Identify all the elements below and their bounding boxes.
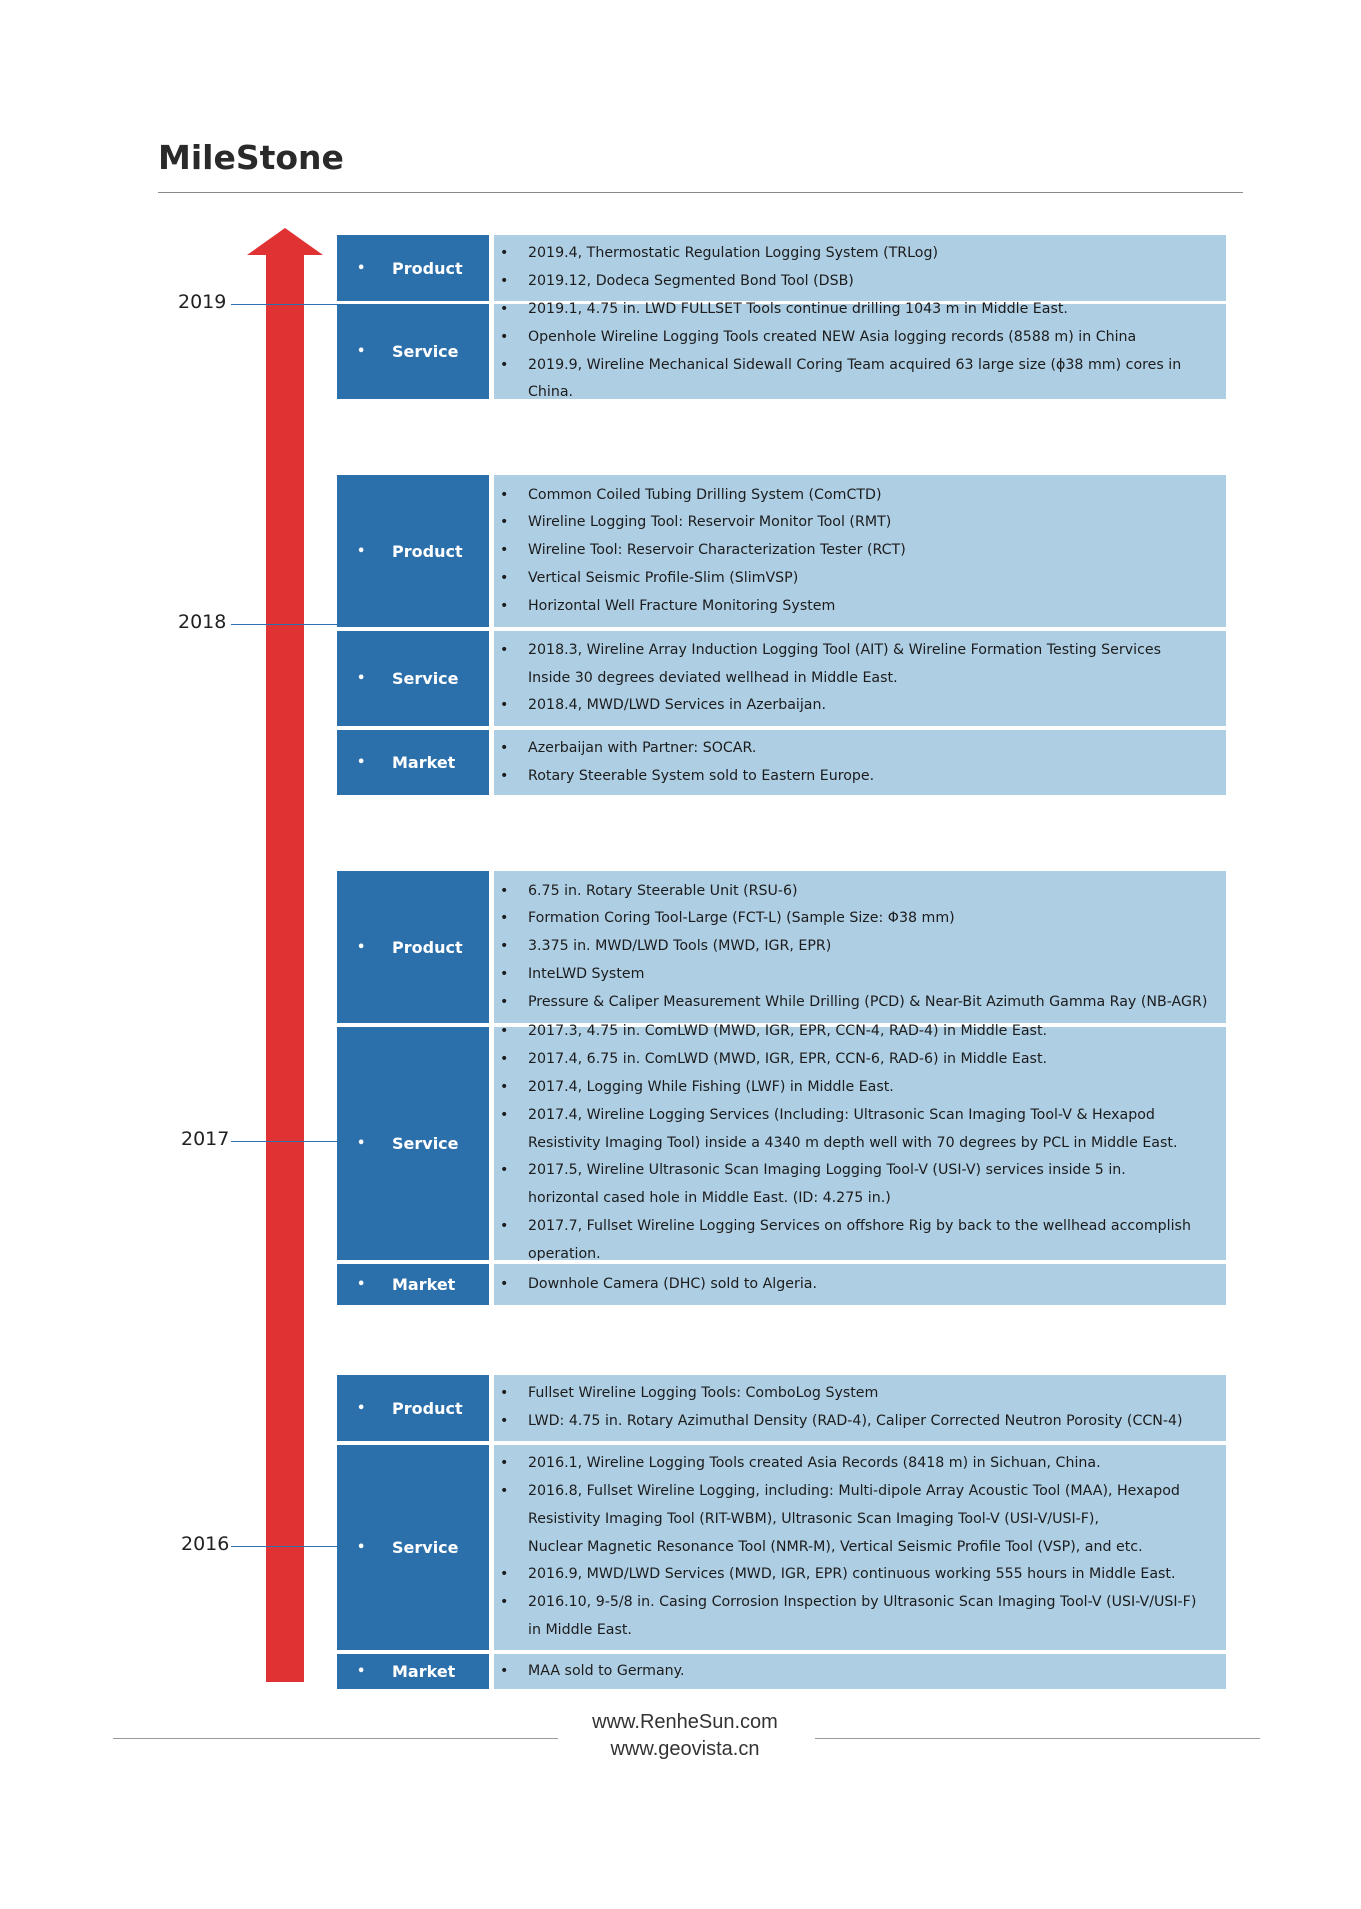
- milestone-item: • Rotary Steerable System sold to Eastern Europe.: [494, 763, 1226, 791]
- items-cell: [494, 631, 1226, 726]
- timeline-arrow-head: [247, 228, 323, 255]
- items-cell: [494, 730, 1226, 795]
- title-divider: [158, 192, 1243, 193]
- bullet-icon: •: [357, 671, 366, 686]
- milestone-row-service: [337, 1023, 1226, 1262]
- category-cell: [337, 304, 489, 399]
- items-cell: [494, 235, 1226, 301]
- bullet-icon: •: [357, 1400, 366, 1416]
- milestone-item: • 2016.9, MWD/LWD Services (MWD, IGR, EPR) continuous working 555 hours in Middle East.: [494, 1561, 1226, 1589]
- category-cell: [337, 871, 489, 1023]
- milestone-item: • 2019.12, Dodeca Segmented Bond Tool (DSB): [494, 268, 1226, 296]
- bullet-icon: •: [357, 939, 366, 955]
- category-cell: [337, 1264, 489, 1305]
- milestone-item: • 2019.4, Thermostatic Regulation Logging System (TRLog): [494, 240, 1226, 268]
- timeline-arrow-shaft: [266, 252, 304, 1682]
- milestone-item: • 2017.4, Logging While Fishing (LWF) in Middle East.: [494, 1074, 1226, 1102]
- footer-divider-left: [113, 1738, 558, 1739]
- milestone-item: • 2016.8, Fullset Wireline Logging, including: Multi-dipole Array Acoustic Tool (MAA), Hexapod Resistivity Imaging Tool (RIT-WBM), Ultrasonic Scan Imaging Tool-V (USI-V/USI-F), Nuclear Magnetic Resonance Tool (NMR-M), Vertical Seismic Profile Tool (VSP), and etc.: [494, 1478, 1226, 1561]
- footer-website-1[interactable]: www.RenheSun.com: [592, 1711, 778, 1733]
- milestone-item: • 2019.9, Wireline Mechanical Sidewall Coring Team acquired 63 large size (ϕ38 mm) cores in China.: [494, 352, 1226, 408]
- milestone-item: • Downhole Camera (DHC) sold to Algeria.: [494, 1271, 1226, 1299]
- bullet-icon: •: [357, 344, 366, 359]
- milestone-item: • 2017.5, Wireline Ultrasonic Scan Imaging Logging Tool-V (USI-V) services inside 5 in. horizontal cased hole in Middle East. (ID: 4.275 in.): [494, 1157, 1226, 1213]
- milestone-item: • Common Coiled Tubing Drilling System (ComCTD): [494, 482, 1226, 510]
- milestone-item: • 2017.4, 6.75 in. ComLWD (MWD, IGR, EPR, CCN-6, RAD-6) in Middle East.: [494, 1046, 1226, 1074]
- milestone-row-product: [337, 475, 1226, 627]
- category-cell: [337, 1375, 489, 1441]
- milestone-item: • Openhole Wireline Logging Tools created NEW Asia logging records (8588 m) in China: [494, 324, 1226, 352]
- milestone-item: • Fullset Wireline Logging Tools: ComboLog System: [494, 1380, 1226, 1408]
- year-label: 2017: [181, 1128, 230, 1150]
- milestone-item: • 2019.1, 4.75 in. LWD FULLSET Tools continue drilling 1043 m in Middle East.: [494, 296, 1226, 324]
- year-connector: [231, 624, 337, 625]
- milestone-item: • 2017.4, Wireline Logging Services (Including: Ultrasonic Scan Imaging Tool-V & Hexapod Resistivity Imaging Tool) inside a 4340 m depth well with 70 degrees by PCL in Middle East.: [494, 1102, 1226, 1158]
- milestone-row-product: [337, 235, 1226, 301]
- milestone-item: • 6.75 in. Rotary Steerable Unit (RSU-6): [494, 878, 1226, 906]
- items-cell: [494, 300, 1226, 401]
- milestone-item: • Azerbaijan with Partner: SOCAR.: [494, 735, 1226, 763]
- category-cell: [337, 631, 489, 726]
- footer-website-2[interactable]: www.geovista.cn: [610, 1738, 760, 1760]
- milestone-item: • Horizontal Well Fracture Monitoring System: [494, 593, 1226, 621]
- category-label: Service: [392, 1538, 459, 1557]
- items-cell: [494, 475, 1226, 627]
- year-label: 2018: [178, 611, 227, 633]
- milestone-row-service: [337, 631, 1226, 726]
- bullet-icon: •: [357, 755, 366, 770]
- category-cell: [337, 1654, 489, 1689]
- year-connector: [231, 1546, 337, 1547]
- bullet-icon: •: [357, 260, 366, 276]
- category-label: Product: [392, 937, 463, 957]
- milestone-item: • 2016.10, 9-5/8 in. Casing Corrosion Inspection by Ultrasonic Scan Imaging Tool-V (USI-V/USI-F) in Middle East.: [494, 1589, 1226, 1645]
- category-label: Product: [392, 258, 463, 278]
- footer-divider-right: [815, 1738, 1260, 1739]
- milestone-row-product: [337, 871, 1226, 1023]
- category-label: Market: [392, 1275, 456, 1294]
- milestone-row-market: [337, 1654, 1226, 1689]
- year-connector: [231, 1141, 337, 1142]
- category-cell: [337, 1445, 489, 1650]
- milestone-item: • InteLWD System: [494, 961, 1226, 989]
- items-cell: [494, 871, 1226, 1023]
- year-connector: [231, 304, 337, 305]
- category-label: Market: [392, 1662, 456, 1681]
- page-title: MileStone: [158, 138, 344, 177]
- bullet-icon: •: [357, 1664, 366, 1679]
- items-cell: [494, 1654, 1226, 1689]
- year-label: 2019: [178, 291, 227, 313]
- milestone-item: • Pressure & Caliper Measurement While Drilling (PCD) & Near-Bit Azimuth Gamma Ray (NB-AGR): [494, 989, 1226, 1017]
- category-label: Product: [392, 1398, 463, 1418]
- category-cell: [337, 1027, 489, 1260]
- milestone-row-market: [337, 1264, 1226, 1305]
- items-cell: [494, 1445, 1226, 1650]
- category-label: Service: [392, 342, 459, 361]
- milestone-item: • 2018.4, MWD/LWD Services in Azerbaijan.: [494, 692, 1226, 720]
- items-cell: [494, 1264, 1226, 1305]
- category-cell: [337, 475, 489, 627]
- milestone-item: • MAA sold to Germany.: [494, 1658, 1226, 1686]
- bullet-icon: •: [357, 1540, 366, 1555]
- category-cell: [337, 235, 489, 301]
- milestone-row-service: [337, 1445, 1226, 1650]
- milestone-row-market: [337, 730, 1226, 795]
- milestone-item: • LWD: 4.75 in. Rotary Azimuthal Density (RAD-4), Caliper Corrected Neutron Porosity (CCN-4): [494, 1408, 1226, 1436]
- items-cell: [494, 1023, 1226, 1262]
- category-label: Service: [392, 1134, 459, 1153]
- milestone-item: • Wireline Tool: Reservoir Characterization Tester (RCT): [494, 537, 1226, 565]
- bullet-icon: •: [357, 1277, 366, 1292]
- milestone-item: • 2018.3, Wireline Array Induction Logging Tool (AIT) & Wireline Formation Testing Services Inside 30 degrees deviated wellhead in Middle East.: [494, 637, 1226, 693]
- milestone-item: • 2016.1, Wireline Logging Tools created Asia Records (8418 m) in Sichuan, China.: [494, 1450, 1226, 1478]
- milestone-item: • Wireline Logging Tool: Reservoir Monitor Tool (RMT): [494, 509, 1226, 537]
- category-label: Market: [392, 753, 456, 772]
- milestone-row-product: [337, 1375, 1226, 1441]
- year-label: 2016: [181, 1533, 230, 1555]
- milestone-item: • Vertical Seismic Profile-Slim (SlimVSP): [494, 565, 1226, 593]
- items-cell: [494, 1375, 1226, 1441]
- milestone-row-service: [337, 300, 1226, 401]
- milestone-item: • 2017.7, Fullset Wireline Logging Services on offshore Rig by back to the wellhead accomplish operation.: [494, 1213, 1226, 1269]
- milestone-item: • 3.375 in. MWD/LWD Tools (MWD, IGR, EPR): [494, 933, 1226, 961]
- bullet-icon: •: [357, 1136, 366, 1151]
- bullet-icon: •: [357, 543, 366, 559]
- category-label: Service: [392, 669, 459, 688]
- milestone-item: • 2017.3, 4.75 in. ComLWD (MWD, IGR, EPR, CCN-4, RAD-4) in Middle East.: [494, 1018, 1226, 1046]
- milestone-item: • Formation Coring Tool-Large (FCT-L) (Sample Size: Φ38 mm): [494, 905, 1226, 933]
- category-cell: [337, 730, 489, 795]
- category-label: Product: [392, 541, 463, 561]
